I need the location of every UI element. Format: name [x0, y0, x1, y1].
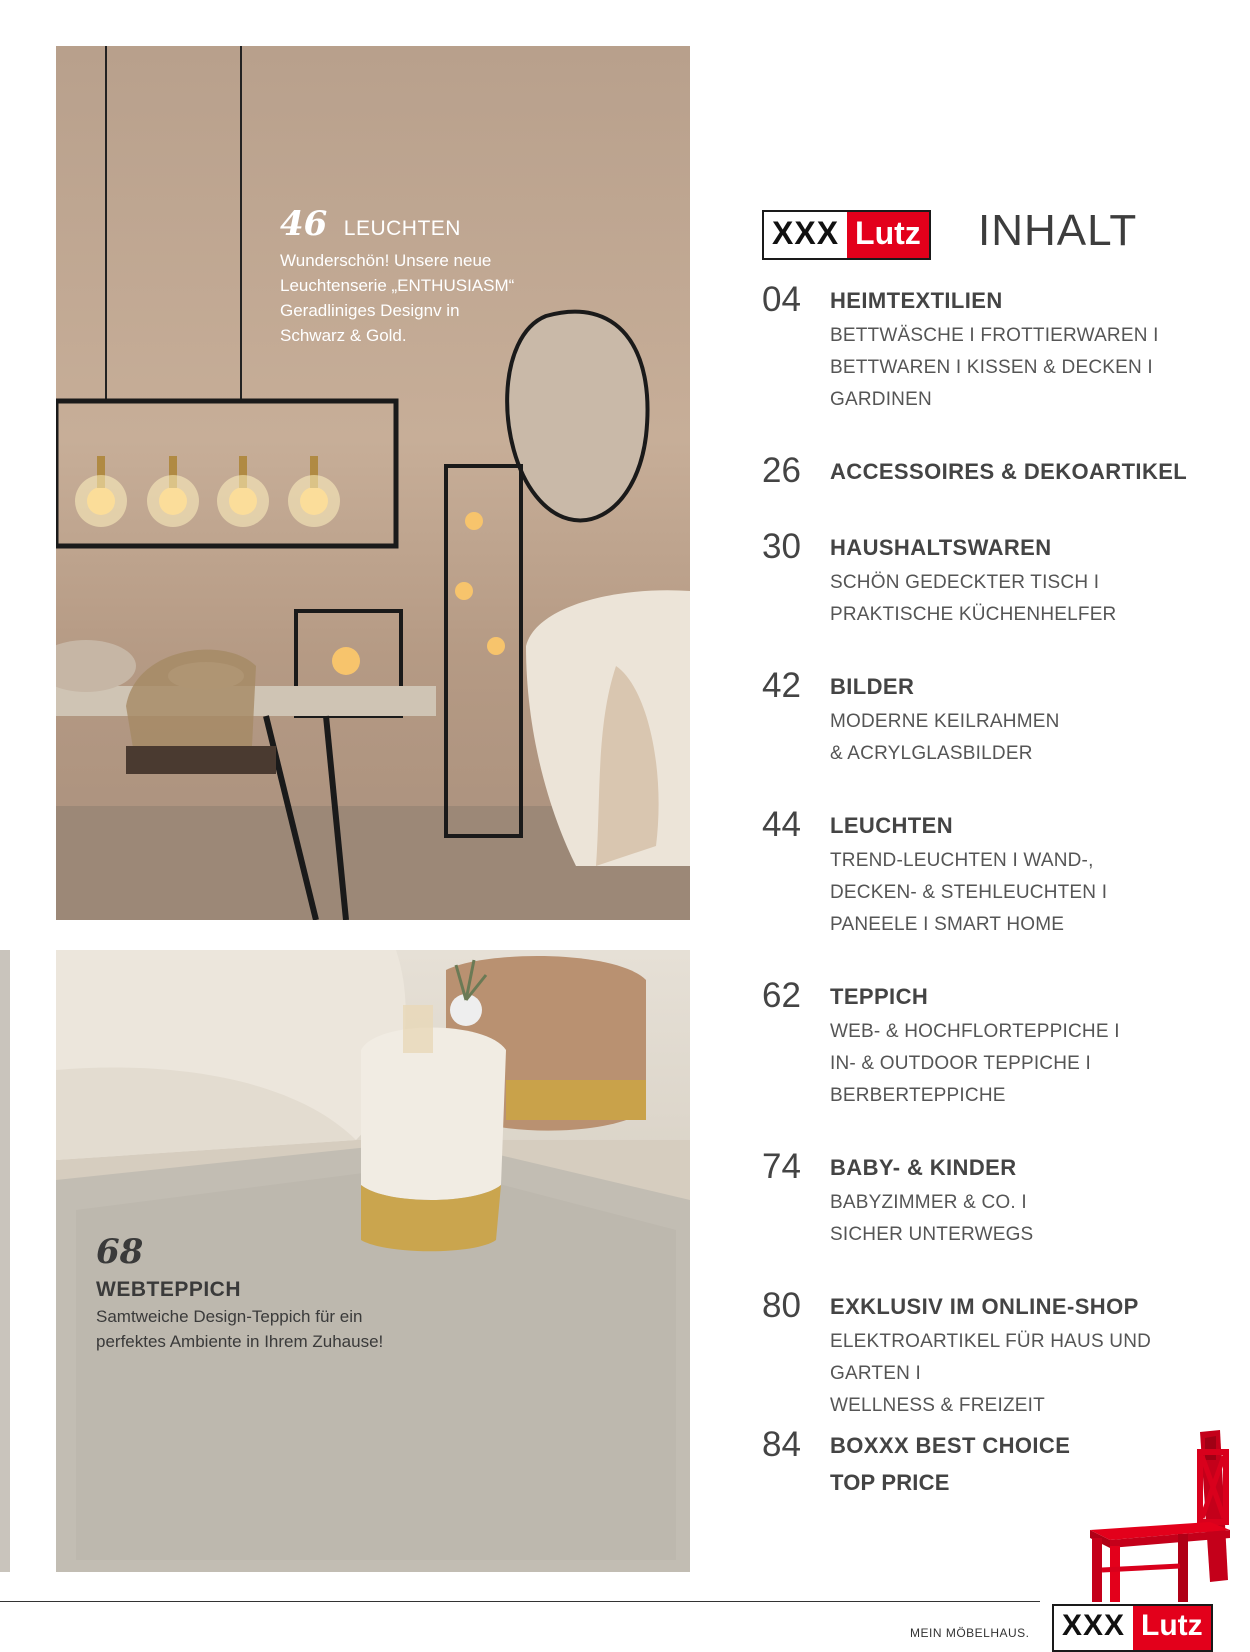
toc-entry: [762, 805, 1232, 935]
toc-page-number: 62: [762, 976, 801, 1015]
toc-title: LEUCHTEN: [830, 813, 953, 838]
adjacent-page-edge-top: [0, 0, 10, 240]
toc-entry: [762, 666, 1232, 766]
toc-subtitle: SCHÖN GEDECKTER TISCH I PRAKTISCHE KÜCHENHELFER: [830, 572, 1117, 625]
toc-page-number: 42: [762, 666, 801, 705]
logo-xxx-text: XXX: [764, 212, 847, 258]
toc-entry: [762, 527, 1232, 627]
toc-page-number: 04: [762, 280, 801, 319]
footer-slogan: MEIN MÖBELHAUS.: [910, 1626, 1030, 1640]
toc-title: TEPPICH: [830, 984, 929, 1009]
toc-title: ACCESSOIRES & DEKOARTIKEL: [830, 459, 1188, 484]
rug-description: Samtweiche Design-Teppich für ein perfektes Ambiente in Ihrem Zuhause!: [96, 1307, 384, 1351]
toc-title: HAUSHALTSWAREN: [830, 535, 1052, 560]
rug-page-number: 68: [96, 1232, 144, 1272]
rug-heading: WEBTEPPICH: [96, 1278, 242, 1301]
toc-entry: [762, 451, 1232, 501]
toc-page-number: 26: [762, 451, 801, 490]
toc-entry: [762, 280, 1232, 410]
lighting-illustration: [56, 46, 690, 920]
toc-page-number: 84: [762, 1425, 801, 1464]
toc-subtitle: WEB- & HOCHFLORTEPPICHE I IN- & OUTDOOR TEPPICHE I BERBERTEPPICHE: [830, 1021, 1120, 1106]
toc-page-number: 74: [762, 1147, 801, 1186]
lamps-description: Wunderschön! Unsere neue Leuchtenserie „ENTHUSIASM“ Geradliniges Designv in Schwarz & Gold.: [280, 251, 515, 345]
toc-title: EXKLUSIV IM ONLINE-SHOP: [830, 1294, 1139, 1319]
toc-subtitle: BABYZIMMER & CO. I SICHER UNTERWEGS: [830, 1192, 1034, 1245]
footer-divider: [0, 1601, 1040, 1602]
lamps-caption: [280, 204, 514, 348]
toc-title: HEIMTEXTILIEN: [830, 288, 1003, 313]
toc-subtitle: BETTWÄSCHE I FROTTIERWAREN I BETTWAREN I KISSEN & DECKEN I GARDINEN: [830, 325, 1159, 410]
toc-page-number: 80: [762, 1286, 801, 1325]
logo-lutz-text: Lutz: [847, 212, 929, 258]
toc-title: BABY- & KINDER: [830, 1155, 1017, 1180]
rug-caption: [96, 1232, 383, 1354]
footer-logo-xxx-text: XXX: [1054, 1606, 1133, 1650]
page-title: INHALT: [978, 206, 1138, 255]
toc-subtitle: TREND-LEUCHTEN I WAND-, DECKEN- & STEHLEUCHTEN I PANEELE I SMART HOME: [830, 850, 1108, 935]
lighting-photo: [56, 46, 690, 920]
red-chair-icon: [1090, 1430, 1250, 1602]
toc-entry: [762, 976, 1232, 1106]
footer-logo: [1052, 1604, 1213, 1652]
lamps-page-number: 46: [280, 204, 328, 244]
adjacent-page-edge-bottom: [0, 950, 10, 1572]
toc-entry: [762, 1425, 1082, 1505]
rug-photo: [56, 950, 690, 1572]
toc-page-number: 44: [762, 805, 801, 844]
toc-subtitle: TOP PRICE: [830, 1470, 950, 1495]
toc-entry: [762, 1286, 1232, 1416]
lamps-heading: LEUCHTEN: [343, 217, 461, 240]
toc-subtitle: ELEKTROARTIKEL FÜR HAUS UND GARTEN I WELLNESS & FREIZEIT: [830, 1331, 1152, 1416]
toc-page-number: 30: [762, 527, 801, 566]
footer-logo-lutz-text: Lutz: [1133, 1606, 1211, 1650]
xxxlutz-logo: [762, 210, 931, 260]
toc-title: BILDER: [830, 674, 915, 699]
toc-entry: [762, 1147, 1232, 1247]
toc-subtitle: MODERNE KEILRAHMEN & ACRYLGLASBILDER: [830, 711, 1060, 764]
toc-title: BOXXX BEST CHOICE: [830, 1433, 1071, 1458]
